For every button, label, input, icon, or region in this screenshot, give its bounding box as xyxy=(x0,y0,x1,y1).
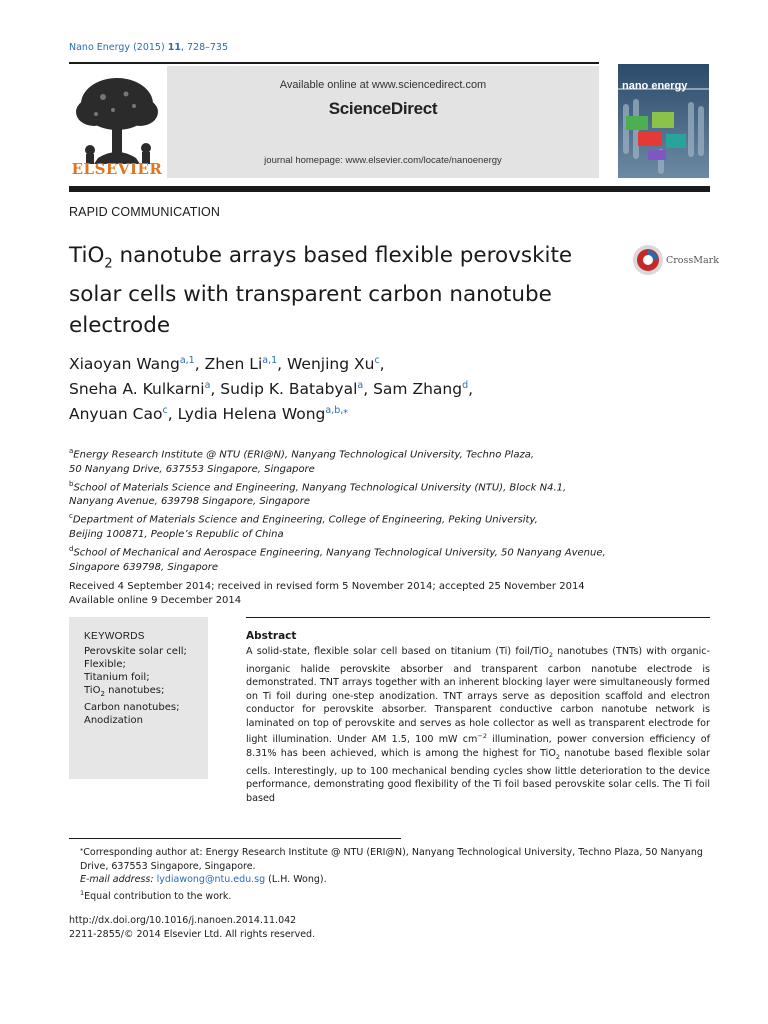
abstract-rule xyxy=(246,617,710,618)
cover-journal-title: nano energy xyxy=(622,80,688,92)
author-name[interactable]: Anyuan Cao xyxy=(69,405,163,424)
footnote-rule xyxy=(69,838,401,839)
author-name[interactable]: Zhen Li xyxy=(204,355,263,374)
sciencedirect-logo[interactable]: ScienceDirect xyxy=(328,99,438,118)
journal-year: (2015) xyxy=(133,42,165,53)
corresponding-author-note: ⁎Corresponding author at: Energy Research Institute @ NTU (ERI@N), Nanyang Technological University, Techno Plaza, 50 Nanyang Drive, 637553 Singapore, Singapore. xyxy=(80,845,703,872)
journal-volume: 11 xyxy=(167,42,181,53)
keywords-heading: KEYWORDS xyxy=(84,631,145,642)
keyword-item: TiO$_2$ nanotubes; xyxy=(84,685,165,698)
email-link[interactable]: lydiawong@ntu.edu.sg xyxy=(156,874,266,886)
doi-link[interactable]: http://dx.doi.org/10.1016/j.nanoen.2014.11.042 xyxy=(69,915,297,926)
journal-reference[interactable] xyxy=(69,42,228,53)
header-thick-rule xyxy=(69,186,710,192)
journal-pages: , 728–735 xyxy=(180,42,228,53)
email-note: E-mail address: lydiawong@ntu.edu.sg (L.H. Wong). xyxy=(80,874,327,886)
author-name[interactable]: Sudip K. Batabyal xyxy=(220,380,358,399)
author-name[interactable]: Sam Zhang xyxy=(373,380,463,399)
author-name[interactable]: Lydia Helena Wong xyxy=(177,405,326,424)
affiliation-item: $^a$Energy Research Institute @ NTU (ERI@N), Nanyang Technological University, Techno Plaza, 50 Nanyang Drive, 637553 Singapore, Singapore xyxy=(69,447,534,475)
available-online-text[interactable]: Available online at www.sciencedirect.com xyxy=(279,79,487,91)
affiliation-item: $^c$Department of Materials Science and Engineering, College of Engineering, Peking University, Beijing 100871, People’s Republic of China xyxy=(69,512,538,540)
equal-contribution-note: $^1$Equal contribution to the work. xyxy=(80,888,232,902)
author-list: Xiaoyan Wang$^{a,1}$, Zhen Li$^{a,1}$, Wenjing Xu$^c$, Sneha A. Kulkarni$^a$, Sudip K. Batabyal$^a$, Sam Zhang$^d$, Anyuan Cao$^c$, Lydia Helena Wong$^{a,b,⁎}$ xyxy=(69,355,474,424)
journal-homepage-text[interactable]: journal homepage: www.elsevier.com/locate/nanoenergy xyxy=(264,155,502,166)
article-title: TiO$_2$ nanotube arrays based flexible perovskite solar cells with transparent carbon nanotube electrode xyxy=(69,243,573,339)
article-history xyxy=(69,580,709,608)
journal-name: Nano Energy xyxy=(69,42,131,53)
affiliations xyxy=(69,444,689,575)
keyword-item: Perovskite solar cell; xyxy=(84,646,187,657)
crossmark-icon[interactable] xyxy=(632,244,664,276)
keyword-item: Carbon nanotubes; xyxy=(84,702,180,713)
abstract-body: A solid-state, flexible solar cell based on titanium (Ti) foil/TiO$_2$ nanotubes (TNTs) with organic-inorganic halide perovskite absorber and transparent carbon nanotube electrode is demonstrated. TNT arrays together with an inherent blocking layer were simultaneously formed on Ti foil during one-step anodization. TNT arrays serve as deposition scaffold and electron conductor for perovskite absorber. Transparent conductive carbon nanotube network is laminated on top of perovskite and serves as hole collector as well as transparent electrode for light illumination. Under AM 1.5, 100 mW $cm^{-2}$ illumination, power conversion efficiency of 8.31% has been achieved, which is among the highest for TiO$_2$ nanotube based flexible solar cells. Interestingly, up to 100 mechanical bending cycles show little deterioration to the device performance, demonstrating good flexibility of the Ti foil based perovskite solar cells. The Ti foil based xyxy=(246,646,710,804)
author-name[interactable]: Xiaoyan Wang xyxy=(69,355,180,374)
article-type: RAPID COMMUNICATION xyxy=(69,205,220,219)
available-online-date: Available online 9 December 2014 xyxy=(69,595,242,606)
author-name[interactable]: Wenjing Xu xyxy=(287,355,375,374)
affiliation-item: $^d$School of Mechanical and Aerospace Engineering, Nanyang Technological University, 50 Nanyang Avenue, Singapore 639798, Singapore xyxy=(69,545,606,573)
abstract-heading: Abstract xyxy=(246,630,297,642)
affiliation-item: $^b$School of Materials Science and Engineering, Nanyang Technological University (NTU), Block N4.1, Nanyang Avenue, 639798 Singapore, Singapore xyxy=(69,479,567,508)
header-rule xyxy=(69,62,599,64)
elsevier-wordmark: ELSEVIER xyxy=(71,160,163,178)
received-dates: Received 4 September 2014; received in revised form 5 November 2014; accepted 25 November 2014 xyxy=(69,581,585,592)
footnotes xyxy=(69,843,710,903)
keyword-item: Titanium foil; xyxy=(84,672,150,683)
copyright: 2211-2855/© 2014 Elsevier Ltd. All rights reserved. xyxy=(69,928,316,940)
keyword-item: Anodization xyxy=(84,715,143,726)
crossmark-label[interactable]: CrossMark xyxy=(666,255,719,266)
keyword-item: Flexible; xyxy=(84,659,126,670)
keywords-list xyxy=(84,645,204,727)
author-name[interactable]: Sneha A. Kulkarni xyxy=(69,380,205,399)
doi-block xyxy=(69,914,315,941)
